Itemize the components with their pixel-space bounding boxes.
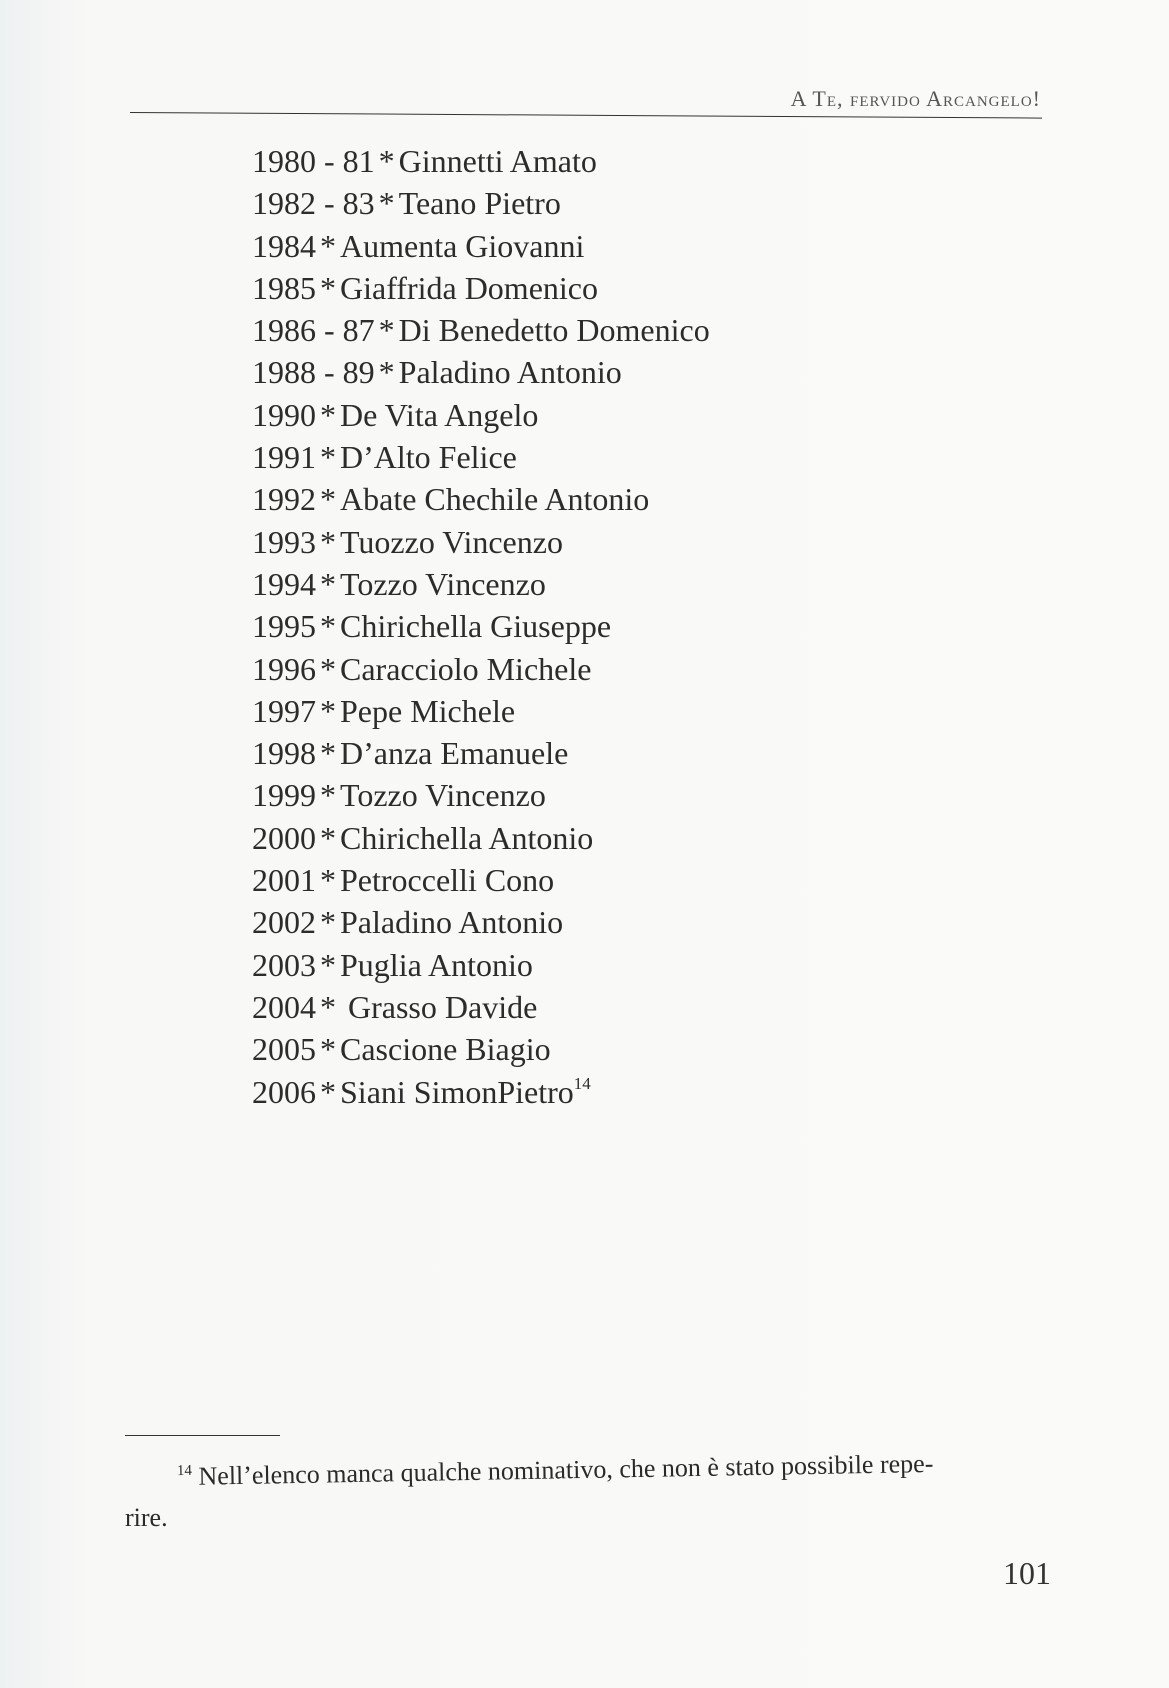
entry-separator: * — [320, 988, 336, 1025]
running-head: A Te, fervido Arcangelo! — [790, 86, 1041, 111]
entry-year: 1984 — [252, 227, 316, 264]
list-item — [252, 478, 710, 520]
entry-name: Grasso Davide — [340, 988, 538, 1025]
entry-name: Cascione Biagio — [340, 1031, 551, 1068]
entry-year: 1990 — [252, 396, 316, 433]
entry-separator: * — [320, 862, 336, 899]
entry-separator: * — [378, 143, 395, 179]
footnote-line-1 — [125, 1442, 1056, 1498]
entry-separator: * — [320, 227, 336, 264]
entry-separator: * — [320, 608, 336, 645]
entry-name: Paladino Antonio — [340, 904, 564, 941]
entry-separator: * — [320, 777, 336, 814]
entry-separator: * — [320, 269, 336, 306]
entry-year: 2006 — [252, 1073, 316, 1110]
entry-name: Tuozzo Vincenzo — [340, 523, 563, 560]
entry-name: Caracciolo Michele — [340, 650, 592, 687]
entry-year: 2005 — [252, 1031, 316, 1068]
list-item — [252, 267, 710, 309]
entry-separator: * — [320, 1031, 336, 1068]
footnote-reference[interactable]: 14 — [573, 1073, 591, 1093]
entry-separator: * — [320, 650, 336, 687]
entry-year: 1992 — [252, 481, 316, 518]
entry-name: Petroccelli Cono — [340, 862, 555, 899]
entry-name: Chirichella Antonio — [340, 819, 594, 856]
list-item — [252, 563, 710, 605]
entry-year: 1994 — [252, 565, 316, 602]
footnote-rule — [125, 1435, 280, 1436]
entry-name: D’Alto Felice — [340, 439, 517, 476]
entry-name: De Vita Angelo — [340, 396, 539, 433]
list-item — [252, 648, 710, 690]
footnote — [125, 1448, 1055, 1538]
list-item — [252, 944, 710, 986]
entry-separator: * — [320, 565, 336, 602]
entry-separator: * — [320, 692, 336, 729]
list-item — [252, 225, 710, 267]
entry-year: 1998 — [252, 735, 316, 772]
list-item — [252, 140, 710, 182]
entry-name: Puglia Antonio — [340, 946, 533, 983]
list-item — [252, 1028, 710, 1070]
entry-year: 1993 — [252, 523, 316, 560]
entry-year: 2000 — [252, 819, 316, 856]
entry-year: 2002 — [252, 904, 316, 941]
entry-year: 1988 - 89 — [252, 354, 375, 391]
entry-separator: * — [320, 396, 336, 433]
entry-name: Tozzo Vincenzo — [340, 565, 546, 602]
entry-year: 1995 — [252, 608, 316, 645]
footnote-text-2: rire. — [125, 1503, 168, 1532]
list-item — [252, 690, 710, 732]
entry-year: 1991 — [252, 439, 316, 476]
list-item — [252, 521, 710, 563]
entry-name: Di Benedetto Domenico — [398, 312, 710, 349]
entry-year: 2003 — [252, 946, 316, 983]
list-item — [252, 732, 710, 774]
entry-separator: * — [378, 312, 395, 349]
entry-year: 2004 — [252, 988, 316, 1025]
list-item — [252, 986, 710, 1028]
entry-year: 1985 — [252, 269, 316, 306]
list-item — [252, 817, 710, 859]
entry-name: Tozzo Vincenzo — [340, 777, 546, 814]
entry-name: Paladino Antonio — [398, 354, 622, 391]
list-item — [252, 436, 710, 478]
entry-name: Giaffrida Domenico — [340, 269, 598, 306]
entry-year: 1982 - 83 — [252, 185, 375, 222]
entry-separator: * — [320, 946, 336, 983]
entry-separator: * — [320, 439, 336, 476]
list-item — [252, 859, 710, 901]
entry-separator: * — [320, 481, 336, 518]
entry-name: Pepe Michele — [340, 692, 516, 729]
entry-separator: * — [378, 354, 395, 391]
list-item — [252, 182, 710, 224]
entry-name: Ginnetti Amato — [398, 143, 597, 179]
names-list — [252, 140, 710, 1113]
entry-name: Siani SimonPietro — [340, 1073, 574, 1110]
entry-separator: * — [320, 819, 336, 856]
page-number: 101 — [1003, 1555, 1051, 1591]
header-rule — [130, 112, 1042, 119]
list-item — [252, 394, 710, 436]
entry-name: Teano Pietro — [398, 185, 561, 222]
entry-year: 1980 - 81 — [252, 143, 375, 179]
entry-year: 1986 - 87 — [252, 312, 375, 349]
entry-name: Abate Chechile Antonio — [340, 481, 650, 518]
entry-separator: * — [378, 185, 395, 222]
footnote-marker: 14 — [176, 1462, 193, 1480]
entry-separator: * — [320, 523, 336, 560]
list-item — [252, 605, 710, 647]
list-item — [252, 774, 710, 816]
list-item — [252, 351, 710, 393]
entry-year: 1997 — [252, 692, 316, 729]
list-item — [252, 309, 710, 351]
list-item — [252, 1071, 710, 1113]
entry-year: 2001 — [252, 862, 316, 899]
entry-name: Aumenta Giovanni — [340, 227, 585, 264]
entry-separator: * — [320, 904, 336, 941]
entry-separator: * — [320, 735, 336, 772]
footnote-text-1: Nell’elenco manca qualche nominativo, che non è stato possibile repe- — [198, 1448, 934, 1491]
entry-name: D’anza Emanuele — [340, 735, 569, 772]
entry-name: Chirichella Giuseppe — [340, 608, 612, 645]
entry-year: 1996 — [252, 650, 316, 687]
entry-year: 1999 — [252, 777, 316, 814]
entry-separator: * — [320, 1073, 336, 1110]
list-item — [252, 901, 710, 943]
